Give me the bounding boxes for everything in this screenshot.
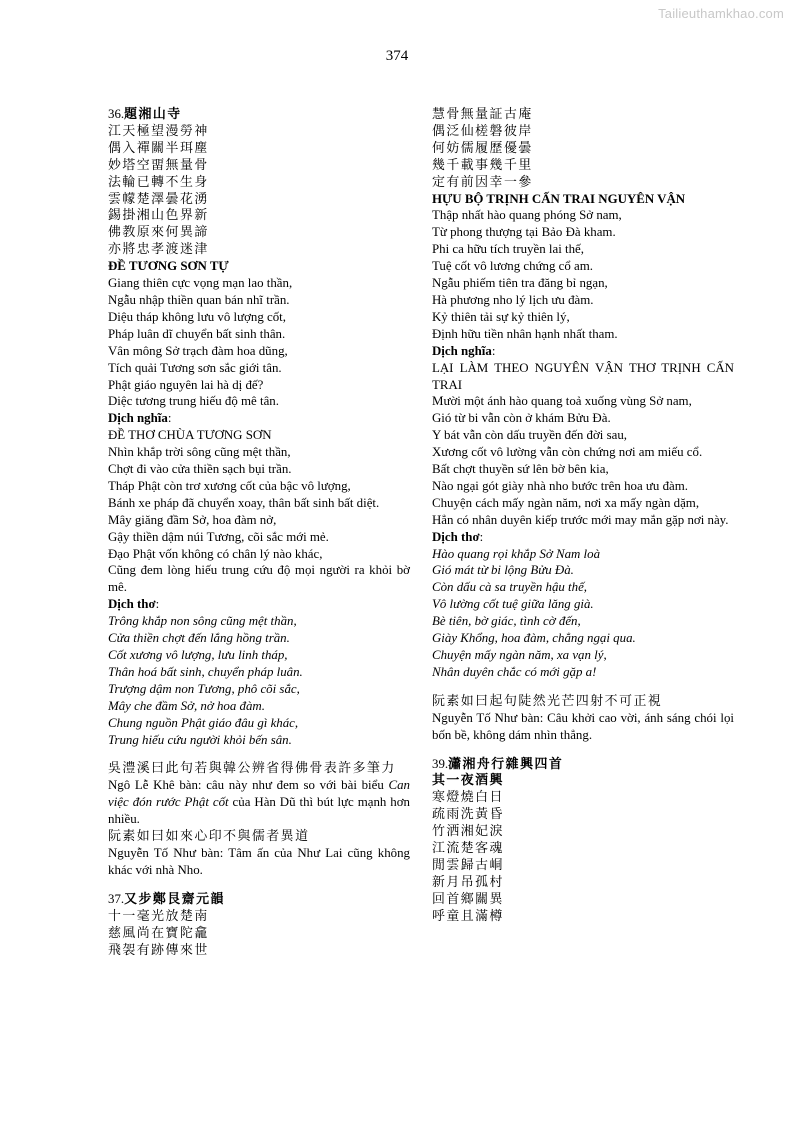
poem-37-number: 37. xyxy=(108,891,125,906)
han-line: 十一毫光放楚南 xyxy=(108,908,209,923)
poem-36-heading xyxy=(108,106,410,123)
viet-line: Từ phong thượng tại Bảo Đà kham. xyxy=(432,225,616,240)
meaning-line: Chợt đi vào cửa thiền sạch bụi trần. xyxy=(108,462,292,477)
meaning-line: Bánh xe pháp đã chuyển xoay, thân bất sinh bất diệt. xyxy=(108,495,380,510)
viet-line: Ngẫu phiếm tiên tra đăng bỉ ngạn, xyxy=(432,276,608,291)
viet-line: Pháp luân dĩ chuyển bất sinh thân. xyxy=(108,326,286,341)
poem-37-meaning-title: LẠI LÀM THEO NGUYÊN VẬN THƠ TRỊNH CẤN TRAI xyxy=(432,360,734,392)
commentary-viet xyxy=(108,777,410,828)
page-number: 374 xyxy=(385,48,409,64)
meaning-line: Mười một ánh hào quang toả xuống vùng Sở nam, xyxy=(432,394,692,409)
viet-line: Thập nhất hào quang phóng Sở nam, xyxy=(432,208,622,223)
han-line: 雲幪楚澤曇花湧 xyxy=(108,191,209,206)
han-line: 江流楚客魂 xyxy=(432,841,504,856)
verse-line: Bè tiên, bờ giác, tình cờ đến, xyxy=(432,614,581,629)
meaning-label: Dịch nghĩa xyxy=(108,411,168,426)
poem-36-title-han: 題湘山寺 xyxy=(124,107,182,121)
poem-37-title-han: 又步鄭艮齋元韻 xyxy=(124,891,225,906)
han-line: 疏雨洗黃昏 xyxy=(432,807,504,822)
poem-39-title-han: 瀟湘舟行雜興四首 xyxy=(448,756,564,771)
poem-37-viet-title: HỰU BỘ TRỊNH CẤN TRAI NGUYÊN VẬN xyxy=(432,191,686,206)
verse-label: Dịch thơ xyxy=(108,597,156,612)
poem-36-meaning-label-row: Dịch nghĩa: xyxy=(108,411,172,426)
poem-37-verse-label-row: Dịch thơ: xyxy=(432,529,484,544)
han-line: 呼童且滿樽 xyxy=(432,908,504,923)
han-line: 妙塔空畱無量骨 xyxy=(108,157,209,172)
viet-line: Ngẫu nhập thiền quan bán nhĩ trần. xyxy=(108,292,290,307)
poem-39-subtitle-han: 其一夜酒興 xyxy=(432,773,504,788)
meaning-line: Đạo Phật vốn không có chân lý nào khác, xyxy=(108,546,323,561)
poem-39-number: 39. xyxy=(432,756,449,771)
commentary-viet: Nguyễn Tố Như bàn: Câu khởi cao vời, ánh sáng chói lọi bốn bề, không dám nhìn thẳng. xyxy=(432,710,734,742)
poem-36-meaning-title: ĐỀ THƠ CHÙA TƯƠNG SƠN xyxy=(108,428,272,443)
verse-line: Mây che đầm Sở, nở hoa đàm. xyxy=(108,698,265,713)
han-line: 慧骨無量証古庵 xyxy=(432,107,533,121)
han-line: 江天極望漫勞神 xyxy=(108,123,209,138)
viet-line: Phật giáo nguyên lai hà dị đế? xyxy=(108,377,264,392)
viet-line: Diệu tháp không lưu vô lượng cốt, xyxy=(108,309,286,324)
viet-line: Phi ca hữu tích truyền lai thế, xyxy=(432,242,584,257)
poem-37-meaning-label-row: Dịch nghĩa: xyxy=(432,343,496,358)
poem-36-number: 36. xyxy=(108,107,125,121)
han-line: 寒燈燒白日 xyxy=(432,790,504,805)
watermark: Tailieuthamkhao.com xyxy=(658,6,784,21)
poem-37-han-text-cont xyxy=(432,106,734,191)
han-line: 偶泛仙槎磐彼岸 xyxy=(432,123,533,138)
han-line: 回首鄉關異 xyxy=(432,891,504,906)
han-line: 新月吊孤村 xyxy=(432,874,504,889)
han-line: 幾千載事幾千里 xyxy=(432,157,533,172)
commentary-viet: Nguyễn Tố Như bàn: Tâm ấn của Như Lai cũng không khác với nhà Nho. xyxy=(108,845,410,877)
commentary-han: 吳澧溪曰此句若與韓公辨省得佛骨表許多筆力 xyxy=(108,761,396,776)
verse-line: Trượng dậm non Tương, phô cõi sắc, xyxy=(108,681,300,696)
commentary-part: của Hàn Dũ thì bút lực mạnh hơn nhiều. xyxy=(108,795,410,827)
verse-line: Nhân duyên chắc có mới gặp a! xyxy=(432,664,597,679)
poem-36-meaning xyxy=(108,444,410,596)
han-line: 慈風尚在寶陀龕 xyxy=(108,925,209,940)
poem-37-verse-translation xyxy=(432,546,734,681)
verse-line: Còn dấu cà sa truyền hậu thế, xyxy=(432,580,588,595)
han-line: 偶入禪關半珥塵 xyxy=(108,140,209,155)
han-line: 佛教原來何異諦 xyxy=(108,225,209,240)
han-line: 亦將忠孝渡迷津 xyxy=(108,242,209,257)
commentary-han: 阮素如曰起句陡然光芒四射不可正視 xyxy=(432,693,663,708)
verse-line: Hào quang rọi khắp Sở Nam loà xyxy=(432,546,601,561)
meaning-line: Gió từ bi vẫn còn ở khám Bửu Đà. xyxy=(432,411,611,426)
left-column xyxy=(108,106,410,958)
verse-line: Trung hiếu cứu người khỏi bến sân. xyxy=(108,732,292,747)
han-line: 法輪已轉不生身 xyxy=(108,174,209,189)
commentary-part: Ngô Lễ Khê bàn: câu này như đem so với bài biểu xyxy=(108,778,389,793)
right-column xyxy=(432,106,734,925)
viet-line: Kỷ thiên tải sự kỷ thiên lý, xyxy=(432,309,570,324)
commentary-han: 阮素如曰如來心印不與儒者異道 xyxy=(108,829,310,844)
han-line: 竹洒湘妃淚 xyxy=(432,824,504,839)
meaning-line: Tháp Phật còn trơ xương cốt của bậc vô lượng, xyxy=(108,478,351,493)
meaning-line: Xương cốt vô lường vẫn còn chứng nơi am miếu cổ. xyxy=(432,445,703,460)
viet-line: Vân mông Sở trạch đàm hoa dũng, xyxy=(108,343,288,358)
viet-line: Tuệ cốt vô lương chứng cổ am. xyxy=(432,259,594,274)
meaning-line: Nào ngại gót giày nhà nho bước trên hoa ưu đàm. xyxy=(432,478,688,493)
han-line: 錫掛湘山色界新 xyxy=(108,208,209,223)
meaning-line: Cũng đem lòng hiếu trung cứu độ mọi người ra khỏi bờ mê. xyxy=(108,563,410,595)
verse-line: Chuyện mấy ngàn năm, xa vạn lý, xyxy=(432,648,607,662)
poem-36-transliteration xyxy=(108,275,410,410)
meaning-line: Nhìn khắp trời sông cũng mệt thần, xyxy=(108,445,291,460)
meaning-line: Bất chợt thuyền sứ lên bờ bên kia, xyxy=(432,462,609,477)
meaning-line: Mây giăng đầm Sở, hoa đàm nở, xyxy=(108,512,277,527)
meaning-line: Gậy thiền dậm núi Tương, cõi sắc mới mẻ. xyxy=(108,529,329,544)
meaning-line: Y bát vẫn còn dấu truyền đến đời sau, xyxy=(432,428,627,443)
han-line: 何妨儒履歷優曇 xyxy=(432,140,533,155)
poem-39-han-text xyxy=(432,789,734,924)
verse-label: Dịch thơ xyxy=(432,529,480,544)
poem-36-han-text xyxy=(108,123,410,258)
han-line: 定有前因幸一參 xyxy=(432,174,533,189)
verse-line: Vô lường cốt tuệ giữa lăng già. xyxy=(432,597,594,612)
viet-line: Giang thiên cực vọng mạn lao thần, xyxy=(108,276,293,291)
poem-37-transliteration xyxy=(432,207,734,342)
poem-39-heading xyxy=(432,756,734,773)
meaning-line: Chuyện cách mấy ngàn năm, nơi xa mấy ngàn dặm, xyxy=(432,495,700,510)
verse-line: Trông khắp non sông cũng mệt thần, xyxy=(108,614,297,629)
poem-37-han-text xyxy=(108,908,410,959)
poem-37-heading xyxy=(108,891,410,908)
meaning-line: Hẳn có nhân duyên kiếp trước mới may mắn gặp nơi này. xyxy=(432,512,729,527)
poem-37-meaning xyxy=(432,393,734,528)
verse-line: Chung nguồn Phật giáo đâu gì khác, xyxy=(108,715,299,730)
viet-line: Diệc tương trung hiếu độ mê tân. xyxy=(108,394,279,409)
poem-36-verse-translation xyxy=(108,613,410,748)
commentary-cited-work: Can việc đón rước Phật cốt xyxy=(108,778,410,810)
han-line: 閒雲歸古峒 xyxy=(432,857,504,872)
verse-line: Cửa thiền chợt đến lắng hồng trần. xyxy=(108,631,290,646)
verse-line: Thân hoá bất sinh, chuyển pháp luân. xyxy=(108,664,303,679)
meaning-label: Dịch nghĩa xyxy=(432,343,492,358)
verse-line: Gió mát từ bi lộng Bửu Đà. xyxy=(432,563,574,578)
viet-line: Định hữu tiền nhân hạnh nhất tham. xyxy=(432,326,618,341)
viet-line: Tích quải Tương sơn sắc giới tân. xyxy=(108,360,282,375)
verse-line: Giày Khổng, hoa đàm, chẳng ngại qua. xyxy=(432,631,636,646)
viet-line: Hà phương nho lý lịch ưu đàm. xyxy=(432,292,594,307)
verse-line: Cốt xương vô lượng, lưu linh tháp, xyxy=(108,648,288,662)
han-line: 飛袈有跡傳來世 xyxy=(108,942,209,957)
poem-36-viet-title: ĐỀ TƯƠNG SƠN TỰ xyxy=(108,259,229,274)
poem-36-verse-label-row: Dịch thơ: xyxy=(108,597,160,612)
